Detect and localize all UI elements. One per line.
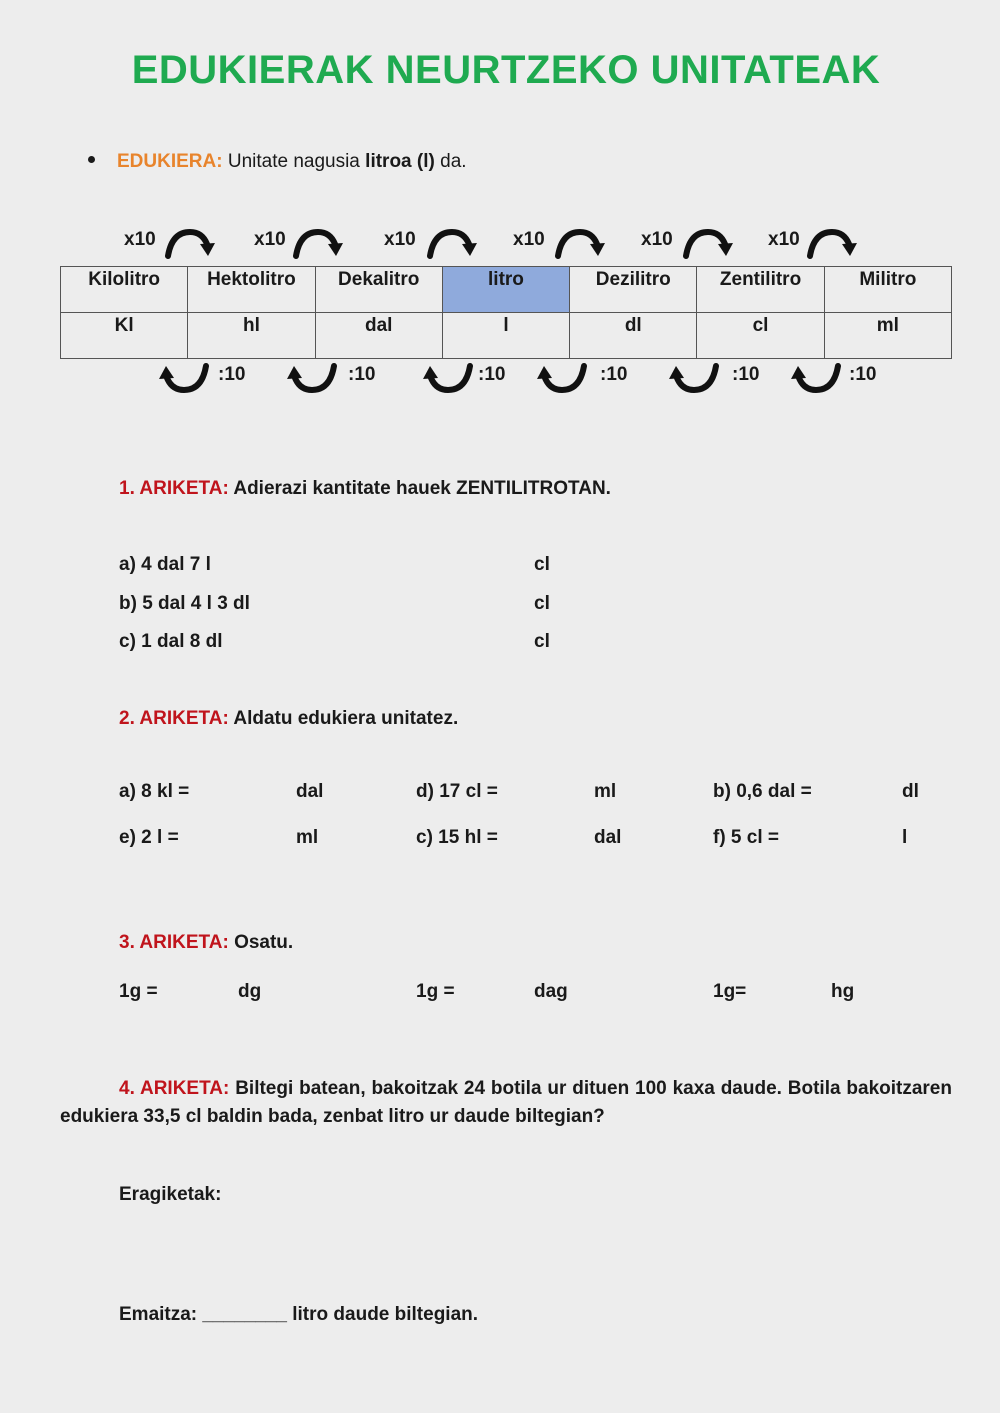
exercise-2-unit: l	[902, 827, 908, 848]
exercise-1-unit: cl	[534, 554, 550, 575]
divide-label: :10	[218, 364, 246, 385]
intro-unit: litroa (l)	[365, 151, 435, 172]
exercise-3-question: 1g =	[119, 981, 158, 1002]
exercise-3-unit: hg	[831, 981, 855, 1002]
unit-name-cell: Dekalitro	[315, 267, 442, 313]
unit-name-cell: Dezilitro	[570, 267, 697, 313]
exercise-2-question: f) 5 cl =	[713, 827, 779, 848]
intro-label: EDUKIERA:	[117, 151, 223, 172]
curved-arrow-right-icon	[802, 224, 860, 260]
operations-label: Eragiketak:	[119, 1184, 222, 1205]
curved-arrow-left-icon	[156, 362, 214, 398]
curved-arrow-right-icon	[422, 224, 480, 260]
exercise-3-unit: dag	[534, 981, 568, 1002]
unit-symbol-cell: ml	[824, 313, 951, 359]
unit-symbol-cell: dl	[570, 313, 697, 359]
curved-arrow-right-icon	[550, 224, 608, 260]
exercise-3-question: 1g =	[416, 981, 455, 1002]
exercise-2-unit: dl	[902, 781, 919, 802]
exercise-1-heading	[119, 478, 611, 500]
exercise-1-unit: cl	[534, 631, 550, 652]
multiply-label: x10	[513, 229, 545, 250]
multiply-label: x10	[124, 229, 156, 250]
curved-arrow-right-icon	[160, 224, 218, 260]
unit-symbol-cell: hl	[188, 313, 315, 359]
curved-arrow-right-icon	[288, 224, 346, 260]
intro-text-after: da.	[440, 151, 467, 172]
exercise-1-number: 1. ARIKETA:	[119, 478, 229, 499]
exercise-2-question: b) 0,6 dal =	[713, 781, 812, 802]
unit-symbol-cell: dal	[315, 313, 442, 359]
result-label: Emaitza:	[119, 1304, 198, 1325]
exercise-2-instruction: Aldatu edukiera unitatez.	[233, 708, 459, 729]
exercise-3-unit: dg	[238, 981, 262, 1002]
page-title: EDUKIERAK NEURTZEKO UNITATEAK	[131, 48, 881, 92]
exercise-1-unit: cl	[534, 593, 550, 614]
unit-name-cell: Militro	[824, 267, 951, 313]
curved-arrow-left-icon	[420, 362, 478, 398]
exercise-2-unit: ml	[296, 827, 319, 848]
multiply-label: x10	[768, 229, 800, 250]
multiply-label: x10	[641, 229, 673, 250]
unit-symbol-row	[61, 313, 952, 359]
exercise-1-question: a) 4 dal 7 l	[119, 554, 211, 575]
exercise-1-instruction: Adierazi kantitate hauek ZENTILITROTAN.	[233, 478, 611, 499]
unit-name-row	[61, 267, 952, 313]
divide-label: :10	[348, 364, 376, 385]
result-text: litro daude biltegian.	[292, 1304, 479, 1325]
divide-label: :10	[478, 364, 506, 385]
exercise-2-question: d) 17 cl =	[416, 781, 498, 802]
exercise-2-question: c) 15 hl =	[416, 827, 498, 848]
unit-name-cell: Hektolitro	[188, 267, 315, 313]
exercise-2-heading	[119, 708, 458, 730]
unit-symbol-cell: l	[442, 313, 569, 359]
exercise-3-question: 1g=	[713, 981, 747, 1002]
exercise-4-text: Biltegi batean, bakoitzak 24 botila ur dituen 100 kaxa daude. Botila bakoitzaren edukiera 33,5 cl baldin bada, zenbat litro ur daude biltegian?	[60, 1078, 952, 1127]
exercise-2-question: a) 8 kl =	[119, 781, 190, 802]
curved-arrow-left-icon	[284, 362, 342, 398]
exercise-1-question: c) 1 dal 8 dl	[119, 631, 223, 652]
exercise-4-paragraph	[60, 1075, 952, 1131]
divide-label: :10	[849, 364, 877, 385]
multiply-label: x10	[384, 229, 416, 250]
curved-arrow-right-icon	[678, 224, 736, 260]
exercise-2-question: e) 2 l =	[119, 827, 179, 848]
exercise-3-heading	[119, 932, 293, 954]
exercise-2-unit: ml	[594, 781, 617, 802]
exercise-4-number: 4. ARIKETA:	[119, 1078, 230, 1099]
unit-name-cell: Kilolitro	[61, 267, 188, 313]
exercise-2-unit: dal	[594, 827, 622, 848]
exercise-3-instruction: Osatu.	[234, 932, 294, 953]
exercise-1-question: b) 5 dal 4 l 3 dl	[119, 593, 250, 614]
unit-table	[60, 266, 952, 359]
intro-text-before: Unitate nagusia	[227, 151, 360, 172]
exercise-2-unit: dal	[296, 781, 324, 802]
result-blank[interactable]: ________	[202, 1304, 287, 1325]
intro-line	[88, 151, 467, 173]
curved-arrow-left-icon	[788, 362, 846, 398]
unit-symbol-cell: cl	[697, 313, 824, 359]
curved-arrow-left-icon	[666, 362, 724, 398]
bullet-icon	[88, 156, 95, 163]
exercise-2-number: 2. ARIKETA:	[119, 708, 229, 729]
unit-name-cell: Zentilitro	[697, 267, 824, 313]
result-line	[119, 1304, 478, 1326]
divide-label: :10	[732, 364, 760, 385]
multiply-label: x10	[254, 229, 286, 250]
unit-symbol-cell: Kl	[61, 313, 188, 359]
exercise-3-number: 3. ARIKETA:	[119, 932, 229, 953]
unit-name-cell-main: litro	[442, 267, 569, 313]
divide-label: :10	[600, 364, 628, 385]
curved-arrow-left-icon	[534, 362, 592, 398]
